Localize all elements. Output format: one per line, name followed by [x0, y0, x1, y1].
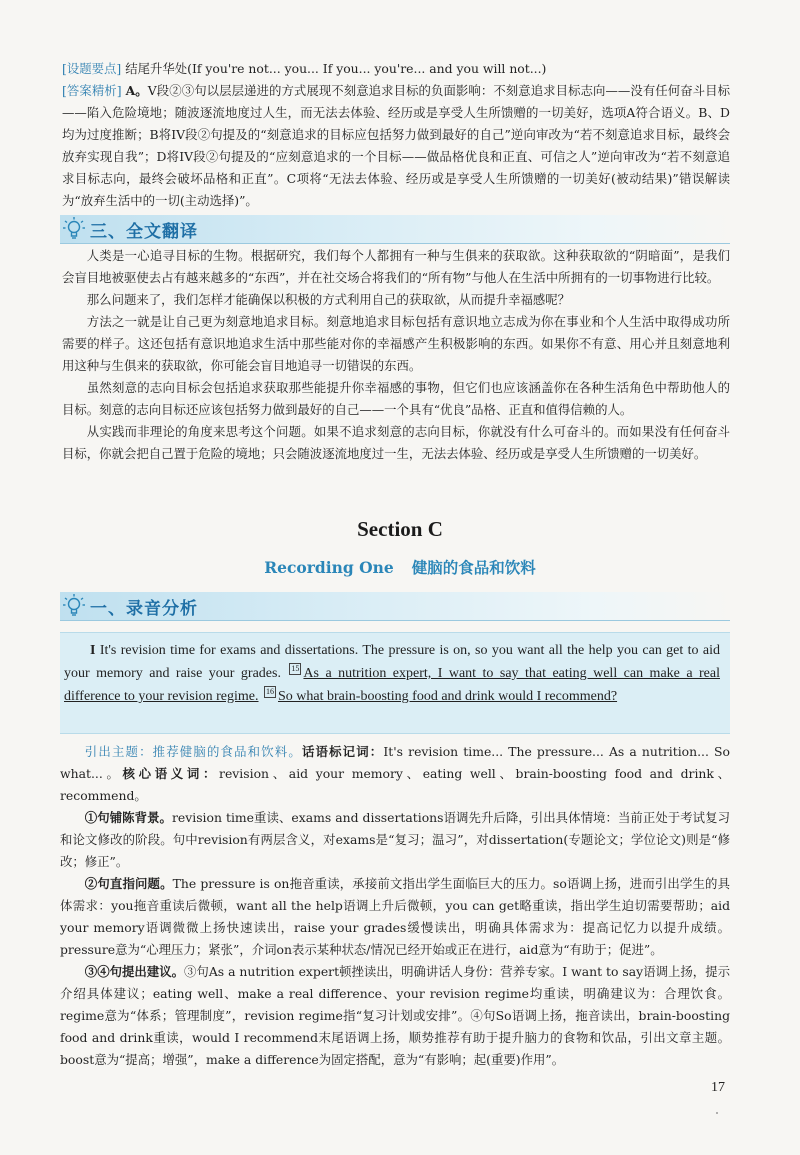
question-number-badge: 16	[266, 687, 275, 697]
analysis-heading-text: 一、录音分析	[90, 599, 198, 619]
lightbulb-icon	[62, 593, 86, 619]
marker-label: 话语标记词：	[301, 744, 384, 759]
translation-paragraph: 人类是一心追寻目标的生物。根据研究，我们每个人都拥有一种与生俱来的获取欲。这种获取欲的“阴暗面”，是我们会盲目地被驱使去占有越来越多的“东西”，并在社交场合将我们的“所有物”与他人在生活中所拥有的一切事物进行比较。	[62, 248, 730, 285]
analysis-body	[60, 741, 730, 1071]
translation-heading	[60, 215, 730, 243]
translation-paragraph: 虽然刻意的志向目标会包括追求获取那些能提升你幸福感的事物，但它们也应该涵盖你在各种生活角色中帮助他人的目标。刻意的志向目标还应该包括努力做到最好的自己——一个具有“优良”品格、正直和值得信赖的人。	[62, 380, 730, 417]
answer-explanation-text: V段②③句以层层递进的方式展现不刻意追求目标的负面影响：不刻意追求目标志向——没有任何奋斗目标——陷入危险境地；随波逐流地度过人生，而无法去体验、经历或是享受人生所馈赠的一切美好，选项A符合语义。B、D均为过度推断；B将IV段②句提及的“刻意追求的目标应包括努力做到最好的自己”逆向审改为“若不刻意追求目标，最终会放弃实现自我”；D将IV段②句提及的“应刻意追求的一个目标——做品格优良和正直、可信之人”逆向审改为“若不刻意追求目标志向，最终会破坏品格和正直”。C项将“无法去体验、经历或是享受人生所馈赠的一切美好(被动结果)”错误解读为“放弃生活中的一切(主动选择)”。	[62, 83, 730, 208]
analysis-intro-label: 引出主题：推荐健脑的食品和饮料。	[84, 744, 302, 759]
answer-analysis-block	[62, 58, 730, 212]
translation-paragraph: 方法之一就是让自己更为刻意地追求目标。刻意地追求目标包括有意识地立志成为你在事业和个人生活中取得成功所需要的样子。这还包括有意识地追求生活中那些能对你的幸福感产生积极影响的东西。如果你不有意、用心并且刻意地利用这种与生俱来的获取欲，你可能会盲目地追寻一切错误的东西。	[62, 314, 730, 373]
analysis-heading	[60, 592, 730, 620]
transcript-sentence: It's revision time for exams and dissertations. The pressure is on, so you want all the help you can get to aid your memory and raise your grades.	[64, 643, 720, 681]
section-title: Section C	[357, 517, 443, 541]
analysis-paragraph-label: ①句铺陈背景。	[84, 810, 172, 825]
core-text: revision、aid your memory、eating well、brain-boosting food and drink、recommend。	[60, 766, 730, 803]
page-number: 17	[711, 1080, 725, 1095]
transcript-sentence-underlined: As a nutrition expert, I want to say that eating well can make a real difference to your revision regime.	[64, 666, 720, 704]
analysis-intro	[60, 741, 730, 807]
analysis-paragraph-label: ③④句提出建议。	[84, 964, 185, 979]
marker-text: It's revision time... The pressure... As a nutrition... So what...。	[60, 744, 731, 781]
core-label: 核心语义词：	[122, 766, 220, 781]
analysis-paragraph-text: revision time重读、exams and dissertations语调先升后降，引出具体情境：当前正处于考试复习和论文修改的阶段。句中revision有两层含义，对exams是“复习；温习”，对dissertation(专题论文；学位论文)则是“修改；修正”。	[60, 810, 730, 869]
answer-explanation-label: [答案精析]	[62, 83, 122, 98]
analysis-paragraph	[60, 961, 730, 1071]
translation-paragraph: 从实践而非理论的角度来思考这个问题。如果不追求刻意的志向目标，你就没有什么可奋斗的。而如果没有任何奋斗目标，你就会把自己置于危险的境地；只会随波逐流地度过一生，无法去体验、经历或是享受人生所馈赠的一切美好。	[62, 424, 730, 461]
answer-letter: A。	[125, 83, 148, 98]
transcript-box	[60, 632, 730, 734]
paragraph-numeral: I	[90, 643, 96, 658]
answer-explanation	[62, 80, 730, 212]
recording-title	[0, 556, 800, 578]
design-points-label: [设题要点]	[62, 61, 122, 76]
design-points	[62, 58, 730, 80]
recording-title-cn: 健脑的食品和饮料	[411, 559, 536, 577]
analysis-paragraph-text: ③句As a nutrition expert顿挫读出，明确讲话人身份：营养专家。I want to say语调上扬，提示介绍具体建议；eating well、make a real difference、your revision regime均重读，明确建议为：合理饮食。regime意为“体系；管理制度”，revision regime指“复习计划或安排”。④句So语调上扬，拖音读出，brain-boosting food and drink重读，would I recommend末尾语调上扬，顺势推荐有助于提升脑力的食物和饮品，引出文章主题。boost意为“提高；增强”，make a difference为固定搭配，意为“有影响；起(重要)作用”。	[60, 964, 730, 1067]
transcript-text	[64, 639, 720, 708]
analysis-paragraph	[60, 807, 730, 873]
decorative-dot	[716, 1112, 718, 1114]
design-points-text: 结尾升华处(If you're not... you... If you... you're... and you will not...)	[125, 61, 547, 76]
translation-heading-text: 三、全文翻译	[90, 222, 198, 242]
analysis-paragraph-label: ②句直指问题。	[84, 876, 173, 891]
transcript-sentence-underlined: So what brain-boosting food and drink would I recommend?	[278, 689, 618, 704]
recording-title-en: Recording One	[264, 558, 394, 577]
analysis-paragraph-text: The pressure is on拖音重读，承接前文指出学生面临巨大的压力。so语调上扬，进而引出学生的具体需求：you拖音重读后微顿，want all the help语调上升后微顿，you can get略重读，指出学生迫切需要帮助；aid your memory语调微微上扬快速读出，raise your grades缓慢读出，明确具体需求为：提高记忆力以提升成绩。pressure意为“心理压力；紧张”，介词on表示某种状态/情况已经开始或正在进行，aid意为“有助于；促进”。	[60, 876, 730, 957]
translation-body	[62, 245, 730, 465]
question-number-badge: 15	[291, 664, 300, 674]
analysis-paragraph	[60, 873, 730, 961]
translation-paragraph: 那么问题来了，我们怎样才能确保以积极的方式利用自己的获取欲，从而提升幸福感呢？	[86, 292, 571, 307]
lightbulb-icon	[62, 216, 86, 242]
